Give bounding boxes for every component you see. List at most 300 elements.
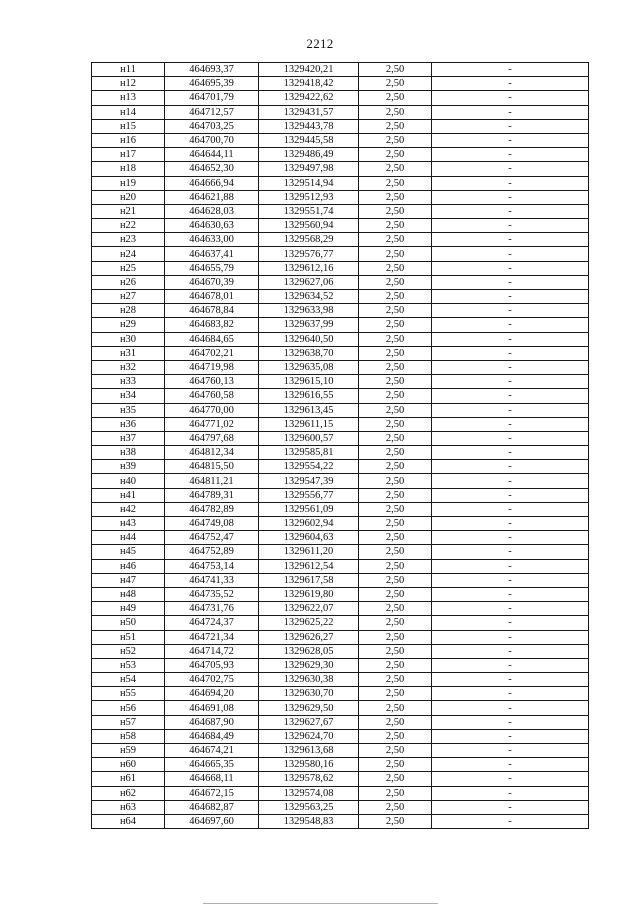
table-row	[92, 786, 589, 800]
x-coordinate-cell: 464683,82	[165, 318, 259, 332]
note-cell: -	[432, 545, 589, 559]
note-cell: -	[432, 772, 589, 786]
x-coordinate-cell: 464702,21	[165, 346, 259, 360]
table-row	[92, 729, 589, 743]
accuracy-cell: 2,50	[359, 233, 432, 247]
point-name-cell: н41	[92, 488, 165, 502]
y-coordinate-cell: 1329548,83	[259, 814, 359, 828]
point-name-cell: н28	[92, 304, 165, 318]
accuracy-cell: 2,50	[359, 644, 432, 658]
x-coordinate-cell: 464644,11	[165, 148, 259, 162]
y-coordinate-cell: 1329633,98	[259, 304, 359, 318]
table-row	[92, 545, 589, 559]
point-name-cell: н12	[92, 77, 165, 91]
note-cell: -	[432, 77, 589, 91]
note-cell: -	[432, 389, 589, 403]
point-name-cell: н45	[92, 545, 165, 559]
x-coordinate-cell: 464694,20	[165, 687, 259, 701]
point-name-cell: н25	[92, 261, 165, 275]
y-coordinate-cell: 1329624,70	[259, 729, 359, 743]
y-coordinate-cell: 1329613,68	[259, 744, 359, 758]
y-coordinate-cell: 1329418,42	[259, 77, 359, 91]
note-cell: -	[432, 176, 589, 190]
accuracy-cell: 2,50	[359, 431, 432, 445]
table-row	[92, 800, 589, 814]
accuracy-cell: 2,50	[359, 772, 432, 786]
accuracy-cell: 2,50	[359, 814, 432, 828]
accuracy-cell: 2,50	[359, 247, 432, 261]
table-row	[92, 587, 589, 601]
accuracy-cell: 2,50	[359, 701, 432, 715]
accuracy-cell: 2,50	[359, 517, 432, 531]
coordinates-table	[91, 62, 589, 829]
x-coordinate-cell: 464811,21	[165, 474, 259, 488]
point-name-cell: н51	[92, 630, 165, 644]
point-name-cell: н13	[92, 91, 165, 105]
x-coordinate-cell: 464789,31	[165, 488, 259, 502]
note-cell: -	[432, 474, 589, 488]
note-cell: -	[432, 332, 589, 346]
table-row	[92, 318, 589, 332]
y-coordinate-cell: 1329612,16	[259, 261, 359, 275]
x-coordinate-cell: 464666,94	[165, 176, 259, 190]
x-coordinate-cell: 464655,79	[165, 261, 259, 275]
point-name-cell: н53	[92, 658, 165, 672]
note-cell: -	[432, 602, 589, 616]
x-coordinate-cell: 464652,30	[165, 162, 259, 176]
y-coordinate-cell: 1329634,52	[259, 290, 359, 304]
accuracy-cell: 2,50	[359, 332, 432, 346]
point-name-cell: н27	[92, 290, 165, 304]
accuracy-cell: 2,50	[359, 630, 432, 644]
point-name-cell: н60	[92, 758, 165, 772]
table-row	[92, 573, 589, 587]
point-name-cell: н21	[92, 204, 165, 218]
x-coordinate-cell: 464782,89	[165, 502, 259, 516]
x-coordinate-cell: 464749,08	[165, 517, 259, 531]
x-coordinate-cell: 464741,33	[165, 573, 259, 587]
accuracy-cell: 2,50	[359, 219, 432, 233]
note-cell: -	[432, 502, 589, 516]
y-coordinate-cell: 1329561,09	[259, 502, 359, 516]
table-row	[92, 758, 589, 772]
x-coordinate-cell: 464731,76	[165, 602, 259, 616]
table-row	[92, 77, 589, 91]
y-coordinate-cell: 1329580,16	[259, 758, 359, 772]
accuracy-cell: 2,50	[359, 417, 432, 431]
point-name-cell: н59	[92, 744, 165, 758]
x-coordinate-cell: 464760,58	[165, 389, 259, 403]
note-cell: -	[432, 786, 589, 800]
x-coordinate-cell: 464693,37	[165, 63, 259, 77]
note-cell: -	[432, 290, 589, 304]
x-coordinate-cell: 464678,84	[165, 304, 259, 318]
x-coordinate-cell: 464691,08	[165, 701, 259, 715]
table-row	[92, 715, 589, 729]
accuracy-cell: 2,50	[359, 176, 432, 190]
table-row	[92, 332, 589, 346]
note-cell: -	[432, 573, 589, 587]
point-name-cell: н52	[92, 644, 165, 658]
accuracy-cell: 2,50	[359, 474, 432, 488]
table-row	[92, 772, 589, 786]
point-name-cell: н37	[92, 431, 165, 445]
table-row	[92, 517, 589, 531]
note-cell: -	[432, 318, 589, 332]
y-coordinate-cell: 1329600,57	[259, 431, 359, 445]
note-cell: -	[432, 488, 589, 502]
note-cell: -	[432, 375, 589, 389]
table-row	[92, 162, 589, 176]
table-row	[92, 261, 589, 275]
y-coordinate-cell: 1329616,55	[259, 389, 359, 403]
accuracy-cell: 2,50	[359, 275, 432, 289]
table-row	[92, 644, 589, 658]
note-cell: -	[432, 658, 589, 672]
note-cell: -	[432, 673, 589, 687]
y-coordinate-cell: 1329640,50	[259, 332, 359, 346]
point-name-cell: н31	[92, 346, 165, 360]
table-row	[92, 460, 589, 474]
point-name-cell: н15	[92, 119, 165, 133]
accuracy-cell: 2,50	[359, 360, 432, 374]
y-coordinate-cell: 1329629,30	[259, 658, 359, 672]
note-cell: -	[432, 304, 589, 318]
accuracy-cell: 2,50	[359, 460, 432, 474]
x-coordinate-cell: 464628,03	[165, 204, 259, 218]
point-name-cell: н36	[92, 417, 165, 431]
x-coordinate-cell: 464684,65	[165, 332, 259, 346]
table-row	[92, 219, 589, 233]
x-coordinate-cell: 464684,49	[165, 729, 259, 743]
note-cell: -	[432, 431, 589, 445]
table-row	[92, 488, 589, 502]
y-coordinate-cell: 1329627,06	[259, 275, 359, 289]
note-cell: -	[432, 630, 589, 644]
table-row	[92, 417, 589, 431]
x-coordinate-cell: 464719,98	[165, 360, 259, 374]
table-row	[92, 658, 589, 672]
y-coordinate-cell: 1329613,45	[259, 403, 359, 417]
table-row	[92, 176, 589, 190]
y-coordinate-cell: 1329612,54	[259, 559, 359, 573]
y-coordinate-cell: 1329615,10	[259, 375, 359, 389]
x-coordinate-cell: 464697,60	[165, 814, 259, 828]
x-coordinate-cell: 464701,79	[165, 91, 259, 105]
y-coordinate-cell: 1329556,77	[259, 488, 359, 502]
note-cell: -	[432, 446, 589, 460]
y-coordinate-cell: 1329486,49	[259, 148, 359, 162]
y-coordinate-cell: 1329611,15	[259, 417, 359, 431]
note-cell: -	[432, 133, 589, 147]
y-coordinate-cell: 1329422,62	[259, 91, 359, 105]
x-coordinate-cell: 464712,57	[165, 105, 259, 119]
table-row	[92, 346, 589, 360]
table-row	[92, 247, 589, 261]
x-coordinate-cell: 464674,21	[165, 744, 259, 758]
y-coordinate-cell: 1329619,80	[259, 587, 359, 601]
accuracy-cell: 2,50	[359, 715, 432, 729]
accuracy-cell: 2,50	[359, 658, 432, 672]
accuracy-cell: 2,50	[359, 77, 432, 91]
y-coordinate-cell: 1329626,27	[259, 630, 359, 644]
accuracy-cell: 2,50	[359, 446, 432, 460]
table-row	[92, 616, 589, 630]
table-row	[92, 304, 589, 318]
point-name-cell: н55	[92, 687, 165, 701]
x-coordinate-cell: 464665,35	[165, 758, 259, 772]
x-coordinate-cell: 464695,39	[165, 77, 259, 91]
table-row	[92, 431, 589, 445]
y-coordinate-cell: 1329578,62	[259, 772, 359, 786]
page-edge-line	[203, 903, 438, 904]
table-row	[92, 701, 589, 715]
note-cell: -	[432, 63, 589, 77]
point-name-cell: н29	[92, 318, 165, 332]
x-coordinate-cell: 464700,70	[165, 133, 259, 147]
table-row	[92, 91, 589, 105]
point-name-cell: н49	[92, 602, 165, 616]
point-name-cell: н14	[92, 105, 165, 119]
accuracy-cell: 2,50	[359, 318, 432, 332]
note-cell: -	[432, 91, 589, 105]
y-coordinate-cell: 1329617,58	[259, 573, 359, 587]
y-coordinate-cell: 1329622,07	[259, 602, 359, 616]
x-coordinate-cell: 464714,72	[165, 644, 259, 658]
note-cell: -	[432, 261, 589, 275]
note-cell: -	[432, 417, 589, 431]
y-coordinate-cell: 1329443,78	[259, 119, 359, 133]
point-name-cell: н46	[92, 559, 165, 573]
point-name-cell: н11	[92, 63, 165, 77]
x-coordinate-cell: 464752,47	[165, 531, 259, 545]
point-name-cell: н50	[92, 616, 165, 630]
accuracy-cell: 2,50	[359, 573, 432, 587]
accuracy-cell: 2,50	[359, 587, 432, 601]
x-coordinate-cell: 464752,89	[165, 545, 259, 559]
note-cell: -	[432, 233, 589, 247]
note-cell: -	[432, 687, 589, 701]
note-cell: -	[432, 800, 589, 814]
accuracy-cell: 2,50	[359, 616, 432, 630]
table-row	[92, 446, 589, 460]
point-name-cell: н16	[92, 133, 165, 147]
point-name-cell: н43	[92, 517, 165, 531]
note-cell: -	[432, 204, 589, 218]
table-row	[92, 148, 589, 162]
y-coordinate-cell: 1329585,81	[259, 446, 359, 460]
y-coordinate-cell: 1329638,70	[259, 346, 359, 360]
note-cell: -	[432, 814, 589, 828]
accuracy-cell: 2,50	[359, 602, 432, 616]
table-row	[92, 474, 589, 488]
point-name-cell: н64	[92, 814, 165, 828]
x-coordinate-cell: 464735,52	[165, 587, 259, 601]
table-row	[92, 403, 589, 417]
x-coordinate-cell: 464753,14	[165, 559, 259, 573]
note-cell: -	[432, 360, 589, 374]
y-coordinate-cell: 1329497,98	[259, 162, 359, 176]
point-name-cell: н61	[92, 772, 165, 786]
x-coordinate-cell: 464621,88	[165, 190, 259, 204]
table-row	[92, 531, 589, 545]
y-coordinate-cell: 1329574,08	[259, 786, 359, 800]
accuracy-cell: 2,50	[359, 119, 432, 133]
note-cell: -	[432, 517, 589, 531]
table-row	[92, 275, 589, 289]
point-name-cell: н54	[92, 673, 165, 687]
accuracy-cell: 2,50	[359, 800, 432, 814]
x-coordinate-cell: 464668,11	[165, 772, 259, 786]
note-cell: -	[432, 275, 589, 289]
note-cell: -	[432, 744, 589, 758]
y-coordinate-cell: 1329445,58	[259, 133, 359, 147]
point-name-cell: н62	[92, 786, 165, 800]
accuracy-cell: 2,50	[359, 531, 432, 545]
x-coordinate-cell: 464770,00	[165, 403, 259, 417]
point-name-cell: н56	[92, 701, 165, 715]
table-row	[92, 602, 589, 616]
accuracy-cell: 2,50	[359, 290, 432, 304]
x-coordinate-cell: 464705,93	[165, 658, 259, 672]
point-name-cell: н58	[92, 729, 165, 743]
note-cell: -	[432, 616, 589, 630]
x-coordinate-cell: 464672,15	[165, 786, 259, 800]
accuracy-cell: 2,50	[359, 786, 432, 800]
accuracy-cell: 2,50	[359, 758, 432, 772]
point-name-cell: н63	[92, 800, 165, 814]
y-coordinate-cell: 1329568,29	[259, 233, 359, 247]
y-coordinate-cell: 1329512,93	[259, 190, 359, 204]
note-cell: -	[432, 587, 589, 601]
table-row	[92, 630, 589, 644]
point-name-cell: н39	[92, 460, 165, 474]
table-row	[92, 233, 589, 247]
x-coordinate-cell: 464630,63	[165, 219, 259, 233]
y-coordinate-cell: 1329635,08	[259, 360, 359, 374]
table-row	[92, 814, 589, 828]
table-row	[92, 375, 589, 389]
point-name-cell: н47	[92, 573, 165, 587]
y-coordinate-cell: 1329602,94	[259, 517, 359, 531]
point-name-cell: н38	[92, 446, 165, 460]
table-row	[92, 204, 589, 218]
note-cell: -	[432, 729, 589, 743]
note-cell: -	[432, 190, 589, 204]
x-coordinate-cell: 464670,39	[165, 275, 259, 289]
table-row	[92, 687, 589, 701]
point-name-cell: н40	[92, 474, 165, 488]
point-name-cell: н17	[92, 148, 165, 162]
accuracy-cell: 2,50	[359, 687, 432, 701]
table-row	[92, 133, 589, 147]
table-row	[92, 119, 589, 133]
note-cell: -	[432, 105, 589, 119]
x-coordinate-cell: 464815,50	[165, 460, 259, 474]
note-cell: -	[432, 715, 589, 729]
y-coordinate-cell: 1329627,67	[259, 715, 359, 729]
note-cell: -	[432, 460, 589, 474]
note-cell: -	[432, 559, 589, 573]
accuracy-cell: 2,50	[359, 133, 432, 147]
y-coordinate-cell: 1329604,63	[259, 531, 359, 545]
y-coordinate-cell: 1329628,05	[259, 644, 359, 658]
x-coordinate-cell: 464687,90	[165, 715, 259, 729]
point-name-cell: н32	[92, 360, 165, 374]
accuracy-cell: 2,50	[359, 162, 432, 176]
y-coordinate-cell: 1329625,22	[259, 616, 359, 630]
point-name-cell: н24	[92, 247, 165, 261]
table-row	[92, 389, 589, 403]
x-coordinate-cell: 464760,13	[165, 375, 259, 389]
x-coordinate-cell: 464812,34	[165, 446, 259, 460]
y-coordinate-cell: 1329420,21	[259, 63, 359, 77]
point-name-cell: н26	[92, 275, 165, 289]
x-coordinate-cell: 464721,34	[165, 630, 259, 644]
x-coordinate-cell: 464678,01	[165, 290, 259, 304]
accuracy-cell: 2,50	[359, 261, 432, 275]
x-coordinate-cell: 464724,37	[165, 616, 259, 630]
y-coordinate-cell: 1329554,22	[259, 460, 359, 474]
note-cell: -	[432, 148, 589, 162]
accuracy-cell: 2,50	[359, 744, 432, 758]
y-coordinate-cell: 1329563,25	[259, 800, 359, 814]
x-coordinate-cell: 464702,75	[165, 673, 259, 687]
table-row	[92, 360, 589, 374]
y-coordinate-cell: 1329547,39	[259, 474, 359, 488]
y-coordinate-cell: 1329551,74	[259, 204, 359, 218]
y-coordinate-cell: 1329560,94	[259, 219, 359, 233]
table-row	[92, 744, 589, 758]
accuracy-cell: 2,50	[359, 729, 432, 743]
note-cell: -	[432, 119, 589, 133]
y-coordinate-cell: 1329630,70	[259, 687, 359, 701]
table-row	[92, 63, 589, 77]
point-name-cell: н44	[92, 531, 165, 545]
table-row	[92, 290, 589, 304]
note-cell: -	[432, 758, 589, 772]
point-name-cell: н57	[92, 715, 165, 729]
accuracy-cell: 2,50	[359, 502, 432, 516]
y-coordinate-cell: 1329514,94	[259, 176, 359, 190]
point-name-cell: н23	[92, 233, 165, 247]
table-row	[92, 559, 589, 573]
y-coordinate-cell: 1329629,50	[259, 701, 359, 715]
accuracy-cell: 2,50	[359, 91, 432, 105]
point-name-cell: н35	[92, 403, 165, 417]
y-coordinate-cell: 1329611,20	[259, 545, 359, 559]
accuracy-cell: 2,50	[359, 545, 432, 559]
point-name-cell: н34	[92, 389, 165, 403]
x-coordinate-cell: 464703,25	[165, 119, 259, 133]
accuracy-cell: 2,50	[359, 190, 432, 204]
x-coordinate-cell: 464637,41	[165, 247, 259, 261]
accuracy-cell: 2,50	[359, 673, 432, 687]
y-coordinate-cell: 1329637,99	[259, 318, 359, 332]
accuracy-cell: 2,50	[359, 148, 432, 162]
note-cell: -	[432, 644, 589, 658]
point-name-cell: н20	[92, 190, 165, 204]
accuracy-cell: 2,50	[359, 488, 432, 502]
x-coordinate-cell: 464633,00	[165, 233, 259, 247]
x-coordinate-cell: 464771,02	[165, 417, 259, 431]
point-name-cell: н33	[92, 375, 165, 389]
accuracy-cell: 2,50	[359, 559, 432, 573]
x-coordinate-cell: 464682,87	[165, 800, 259, 814]
point-name-cell: н22	[92, 219, 165, 233]
point-name-cell: н30	[92, 332, 165, 346]
table-row	[92, 105, 589, 119]
